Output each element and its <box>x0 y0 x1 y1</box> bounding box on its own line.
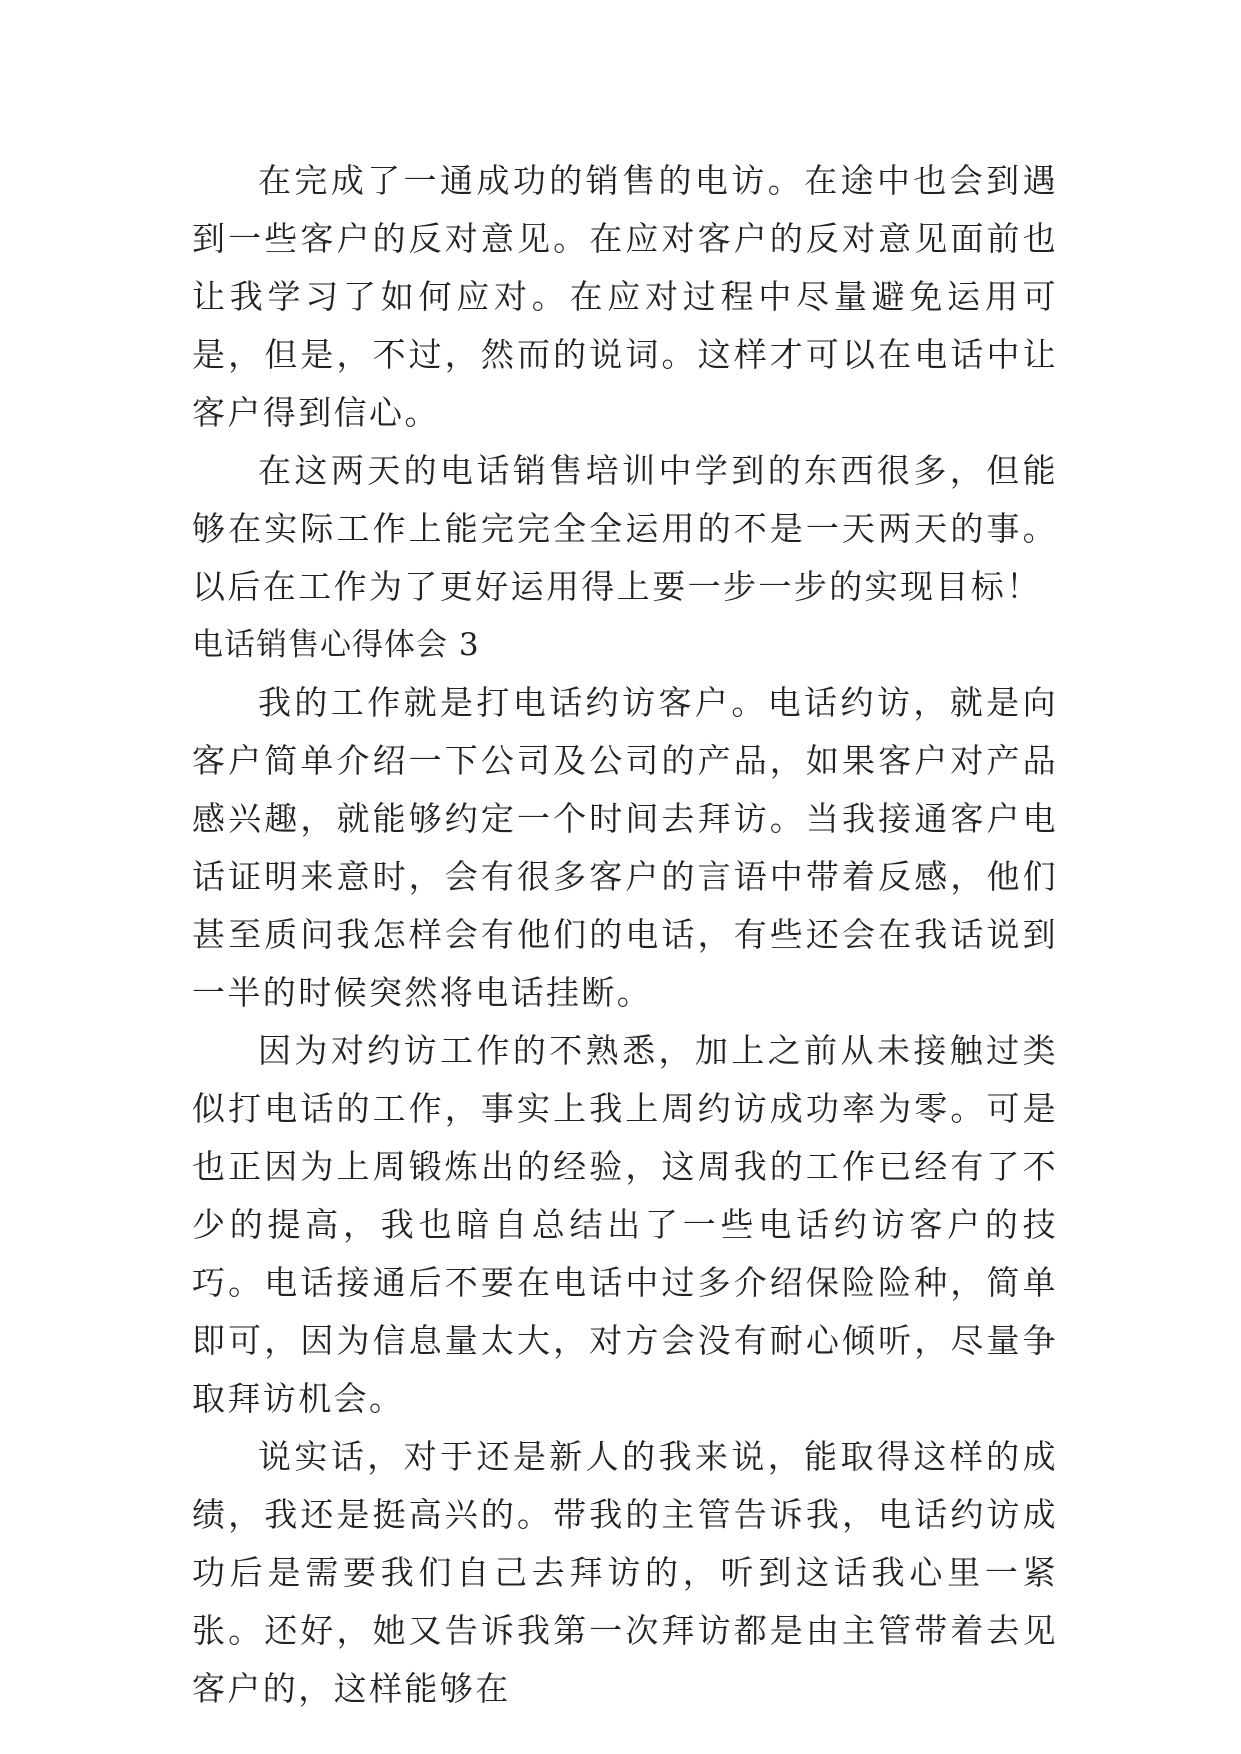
paragraph: 在这两天的电话销售培训中学到的东西很多，但能够在实际工作上能完完全全运用的不是一天两天的事。以后在工作为了更好运用得上要一步一步的实现目标！ <box>192 451 1058 606</box>
paragraph: 因为对约访工作的不熟悉，加上之前从未接触过类似打电话的工作，事实上我上周约访成功率为零。可是也正因为上周锻炼出的经验，这周我的工作已经有了不少的提高，我也暗自总结出了一些电话约访客户的技巧。电话接通后不要在电话中过多介绍保险险种，简单即可，因为信息量太大，对方会没有耐心倾听，尽量争取拜访机会。 <box>192 1031 1058 1418</box>
paragraph: 我的工作就是打电话约访客户。电话约访，就是向客户简单介绍一下公司及公司的产品，如果客户对产品感兴趣，就能够约定一个时间去拜访。当我接通客户电话证明来意时，会有很多客户的言语中带着反感，他们甚至质问我怎样会有他们的电话，有些还会在我话说到一半的时候突然将电话挂断。 <box>192 683 1058 1012</box>
section-heading: 电话销售心得体会 3 <box>192 627 480 663</box>
document-body <box>192 152 1058 1718</box>
paragraph: 在完成了一通成功的销售的电访。在途中也会到遇到一些客户的反对意见。在应对客户的反对意见面前也让我学习了如何应对。在应对过程中尽量避免运用可是，但是，不过，然而的说词。这样才可以在电话中让客户得到信心。 <box>192 161 1058 432</box>
paragraph: 说实话，对于还是新人的我来说，能取得这样的成绩，我还是挺高兴的。带我的主管告诉我，电话约访成功后是需要我们自己去拜访的，听到这话我心里一紧张。还好，她又告诉我第一次拜访都是由主管带着去见客户的，这样能够在 <box>192 1437 1058 1708</box>
